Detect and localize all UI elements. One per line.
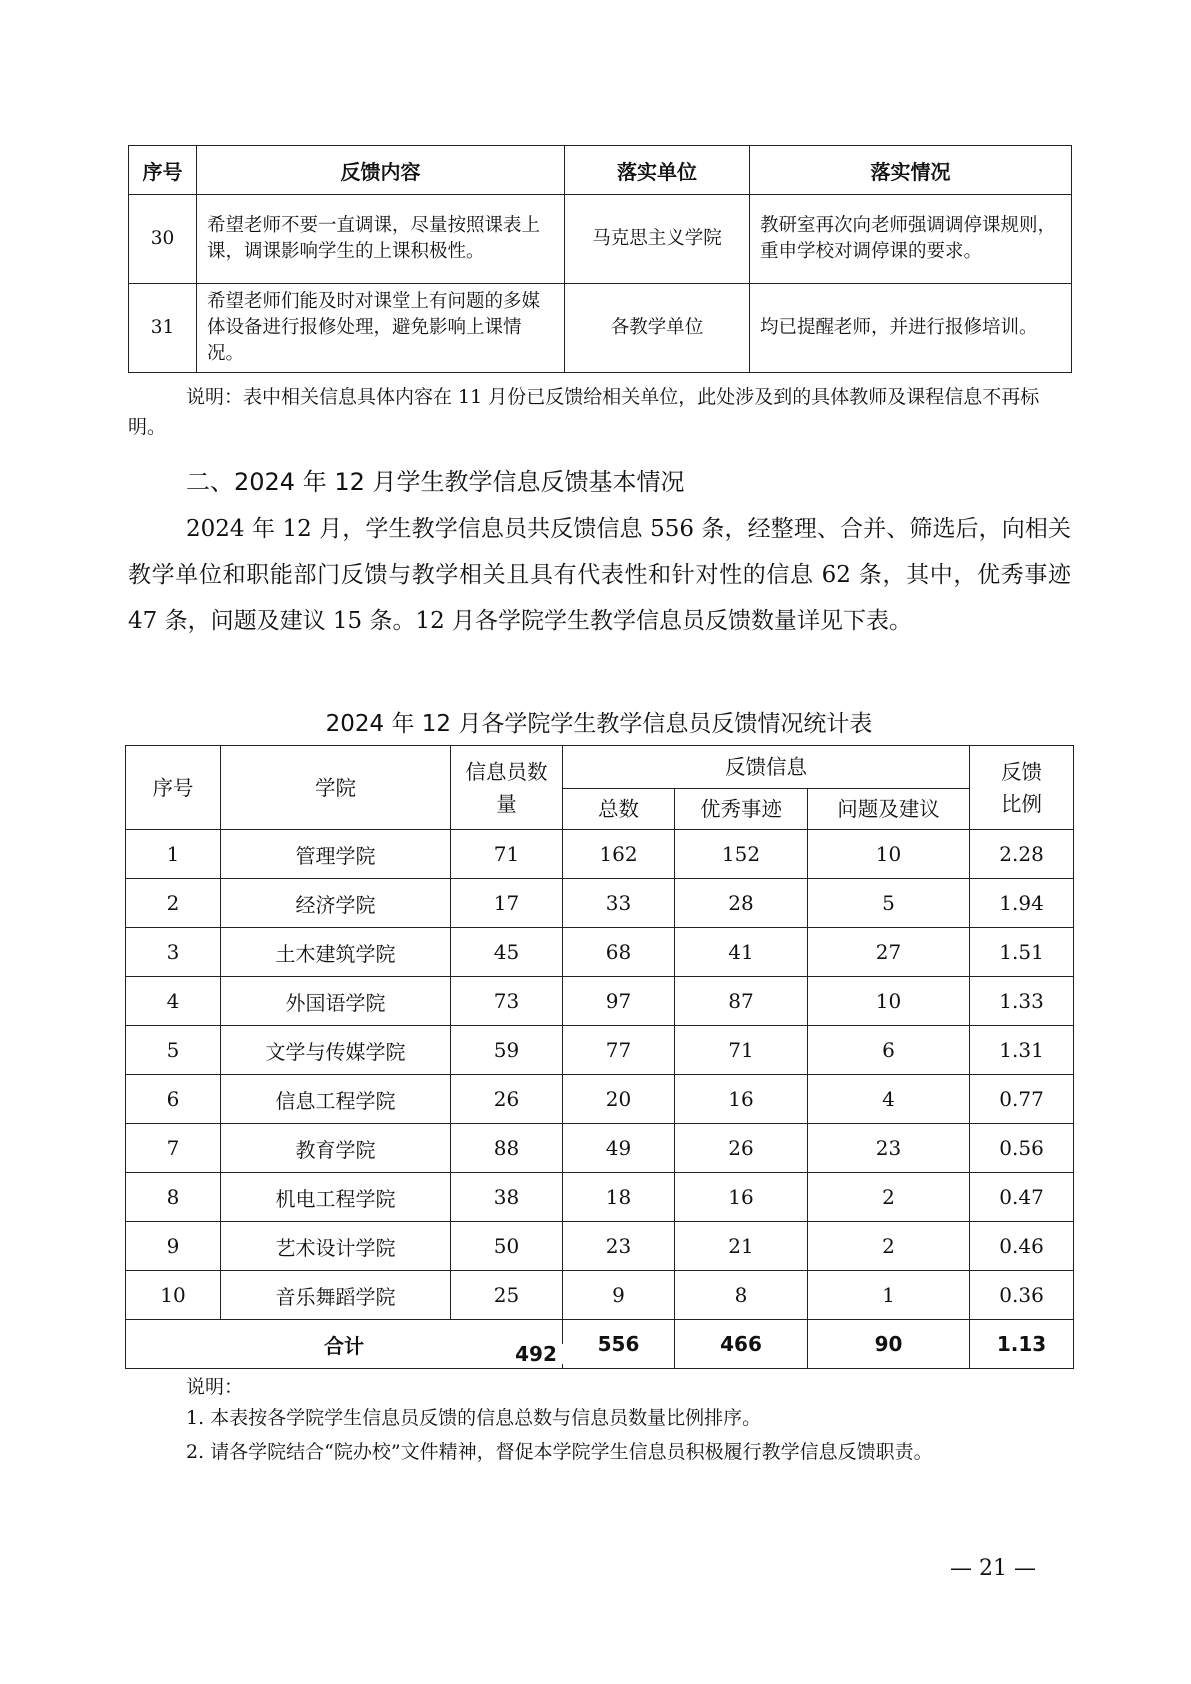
- header-content: 反馈内容: [197, 146, 565, 195]
- note-item: 2. 请各学院结合“院办校”文件精神，督促本学院学生信息员积极履行教学信息反馈职责。: [186, 1441, 933, 1463]
- cell-college: 文学与传媒学院: [221, 1026, 451, 1075]
- total-row: [126, 1320, 1074, 1369]
- cell-issues: 1: [808, 1271, 970, 1320]
- cell-college: 管理学院: [221, 830, 451, 879]
- cell-college: 艺术设计学院: [221, 1222, 451, 1271]
- header-staff-label: 信息员数量: [465, 759, 548, 816]
- cell-ratio: 0.36: [970, 1271, 1074, 1320]
- cell-issues: 4: [808, 1075, 970, 1124]
- table-row: [126, 1271, 1074, 1320]
- cell-college: 音乐舞蹈学院: [221, 1271, 451, 1320]
- total-count: 556: [563, 1320, 675, 1369]
- cell-issues: 10: [808, 830, 970, 879]
- table-row: [126, 977, 1074, 1026]
- cell-staff: 38: [451, 1173, 563, 1222]
- cell-total: 33: [563, 879, 675, 928]
- cell-total: 20: [563, 1075, 675, 1124]
- cell-excellent: 26: [675, 1124, 808, 1173]
- header-ratio-label: 反馈比例: [1001, 759, 1043, 816]
- cell-no: 6: [126, 1075, 221, 1124]
- cell-ratio: 1.33: [970, 977, 1074, 1026]
- header-ratio: [970, 746, 1074, 830]
- cell-excellent: 16: [675, 1075, 808, 1124]
- cell-total: 18: [563, 1173, 675, 1222]
- cell-ratio: 0.56: [970, 1124, 1074, 1173]
- cell-college: 外国语学院: [221, 977, 451, 1026]
- cell-no: 7: [126, 1124, 221, 1173]
- total-label: 合计: [126, 1320, 563, 1369]
- cell-excellent: 87: [675, 977, 808, 1026]
- header-staff: [451, 746, 563, 830]
- cell-ratio: 0.77: [970, 1075, 1074, 1124]
- row-content: 希望老师们能及时对课堂上有问题的多媒体设备进行报修处理，避免影响上课情况。: [197, 284, 565, 373]
- table-row: [129, 195, 1072, 284]
- cell-staff: 73: [451, 977, 563, 1026]
- header-status: 落实情况: [750, 146, 1072, 195]
- cell-staff: 59: [451, 1026, 563, 1075]
- header-issues: 问题及建议: [808, 789, 970, 830]
- cell-ratio: 0.47: [970, 1173, 1074, 1222]
- cell-ratio: 1.94: [970, 879, 1074, 928]
- cell-issues: 10: [808, 977, 970, 1026]
- cell-college: 土木建筑学院: [221, 928, 451, 977]
- row-unit: 马克思主义学院: [565, 195, 750, 284]
- cell-staff: 17: [451, 879, 563, 928]
- cell-excellent: 16: [675, 1173, 808, 1222]
- row-no: 31: [129, 284, 197, 373]
- stats-header-row: [126, 746, 1074, 789]
- cell-total: 77: [563, 1026, 675, 1075]
- table-row: [126, 1026, 1074, 1075]
- cell-total: 162: [563, 830, 675, 879]
- cell-ratio: 1.51: [970, 928, 1074, 977]
- table-note: 说明：表中相关信息具体内容在 11 月份已反馈给相关单位，此处涉及到的具体教师及课程信息不再标明。: [128, 386, 1040, 438]
- cell-no: 2: [126, 879, 221, 928]
- table-row: [129, 284, 1072, 373]
- table-row: [126, 928, 1074, 977]
- cell-college: 教育学院: [221, 1124, 451, 1173]
- table-row: [126, 879, 1074, 928]
- cell-total: 97: [563, 977, 675, 1026]
- row-status: 均已提醒老师，并进行报修培训。: [750, 284, 1072, 373]
- row-status: 教研室再次向老师强调调停课规则，重申学校对调停课的要求。: [750, 195, 1072, 284]
- header-feedback: 反馈信息: [563, 746, 970, 789]
- cell-total: 9: [563, 1271, 675, 1320]
- note-title: 说明：: [186, 1376, 244, 1398]
- stats-table: [125, 745, 1074, 1369]
- row-content: 希望老师不要一直调课，尽量按照课表上课，调课影响学生的上课积极性。: [197, 195, 565, 284]
- cell-total: 23: [563, 1222, 675, 1271]
- page-number: — 21 —: [950, 1556, 1036, 1581]
- table-row: [126, 1075, 1074, 1124]
- note-item: 1. 本表按各学院学生信息员反馈的信息总数与信息员数量比例排序。: [186, 1407, 762, 1429]
- cell-issues: 2: [808, 1173, 970, 1222]
- cell-total: 68: [563, 928, 675, 977]
- feedback-table: [128, 145, 1072, 373]
- cell-ratio: 1.31: [970, 1026, 1074, 1075]
- cell-issues: 23: [808, 1124, 970, 1173]
- header-no: 序号: [129, 146, 197, 195]
- cell-excellent: 8: [675, 1271, 808, 1320]
- header-no: 序号: [126, 746, 221, 830]
- header-total: 总数: [563, 789, 675, 830]
- feedback-table-header: [129, 146, 1072, 195]
- table-caption: 2024 年 12 月各学院学生教学信息员反馈情况统计表: [325, 711, 873, 737]
- cell-no: 10: [126, 1271, 221, 1320]
- cell-staff: 50: [451, 1222, 563, 1271]
- cell-excellent: 21: [675, 1222, 808, 1271]
- header-excellent: 优秀事迹: [675, 789, 808, 830]
- row-no: 30: [129, 195, 197, 284]
- cell-college: 经济学院: [221, 879, 451, 928]
- total-excellent: 466: [675, 1320, 808, 1369]
- cell-ratio: 0.46: [970, 1222, 1074, 1271]
- cell-no: 1: [126, 830, 221, 879]
- cell-no: 3: [126, 928, 221, 977]
- section-heading: 二、2024 年 12 月学生教学信息反馈基本情况: [186, 468, 685, 496]
- total-staff: 492: [480, 1344, 592, 1364]
- cell-issues: 27: [808, 928, 970, 977]
- cell-issues: 6: [808, 1026, 970, 1075]
- cell-staff: 25: [451, 1271, 563, 1320]
- cell-excellent: 28: [675, 879, 808, 928]
- cell-ratio: 2.28: [970, 830, 1074, 879]
- total-ratio: 1.13: [970, 1320, 1074, 1369]
- cell-staff: 45: [451, 928, 563, 977]
- table-row: [126, 1173, 1074, 1222]
- cell-issues: 2: [808, 1222, 970, 1271]
- summary-paragraph: 2024 年 12 月，学生教学信息员共反馈信息 556 条，经整理、合并、筛选后，向相关教学单位和职能部门反馈与教学相关且具有代表性和针对性的信息 62 条，其中，优秀事迹 47 条，问题及建议 15 条。12 月各学院学生教学信息员反馈数量详见下表。: [128, 516, 1071, 634]
- table-row: [126, 1124, 1074, 1173]
- cell-no: 4: [126, 977, 221, 1026]
- cell-no: 5: [126, 1026, 221, 1075]
- cell-excellent: 152: [675, 830, 808, 879]
- cell-total: 49: [563, 1124, 675, 1173]
- header-unit: 落实单位: [565, 146, 750, 195]
- cell-excellent: 41: [675, 928, 808, 977]
- table-row: [126, 830, 1074, 879]
- header-college: 学院: [221, 746, 451, 830]
- cell-excellent: 71: [675, 1026, 808, 1075]
- cell-no: 9: [126, 1222, 221, 1271]
- cell-college: 信息工程学院: [221, 1075, 451, 1124]
- cell-staff: 88: [451, 1124, 563, 1173]
- table-row: [126, 1222, 1074, 1271]
- cell-issues: 5: [808, 879, 970, 928]
- cell-no: 8: [126, 1173, 221, 1222]
- cell-college: 机电工程学院: [221, 1173, 451, 1222]
- cell-staff: 71: [451, 830, 563, 879]
- cell-staff: 26: [451, 1075, 563, 1124]
- total-issues: 90: [808, 1320, 970, 1369]
- row-unit: 各教学单位: [565, 284, 750, 373]
